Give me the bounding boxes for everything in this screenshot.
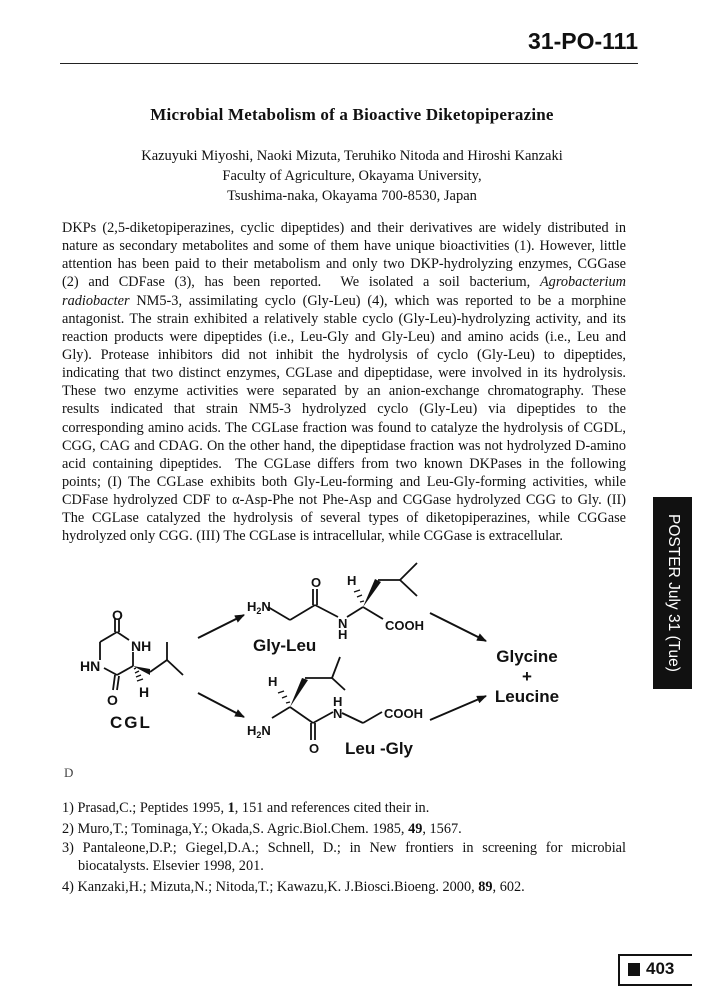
paper-title: Microbial Metabolism of a Bioactive Diketopiperazine	[150, 105, 554, 124]
abstract-line-text: CGG, CAG and CDAG. On the other hand, the dipeptidase fraction was not hydrolyzed D-amino	[62, 437, 626, 454]
abstract-line-text: DKPs (2,5-diketopiperazines, cyclic dipeptides) and their derivatives are widely distributed in	[62, 220, 626, 236]
abstract-line-text: results indicated that strain NM5-3 hydrolyzed cyclo (Gly-Leu) via dipeptides to the	[62, 401, 626, 418]
atom-nh: NH	[131, 638, 152, 654]
abstract-line-text: acid containing dipeptides. The CGLase differs from two known DKPases in the following	[62, 455, 626, 472]
author-names: Kazuyuki Miyoshi, Naoki Mizuta, Teruhiko Nitoda and Hiroshi Kanzaki	[141, 148, 563, 164]
product-glycine: Glycine	[496, 647, 558, 666]
gly-leu-structure	[268, 563, 417, 620]
address: Tsushima-naka, Okayama 700-8530, Japan	[227, 188, 477, 204]
reference-item	[62, 877, 626, 898]
cgl-label: CGL	[110, 713, 152, 732]
product-leucine: Leucine	[494, 687, 560, 706]
stray-mark: D	[64, 765, 74, 780]
abstract-text: NM5-3, assimilating cyclo (Gly-Leu) (4), which was reported to be a morphine	[129, 292, 626, 309]
species-name: Agrobacterium	[539, 274, 626, 291]
arrow-to-leu-gly	[198, 693, 244, 717]
hash-bond	[354, 590, 364, 602]
reference-text: 2) Muro,T.; Tominaga,Y.; Okada,S. Agric.Biol.Chem. 1985,	[62, 820, 409, 837]
abstract-line-text: CDFase hydrolyzed CDF to α-Asp-Phe not Phe-Asp and CGGase hydrolyzed CGG to Gly. (II)	[62, 492, 626, 509]
atom-cooh: COOH	[385, 618, 424, 633]
reference-item	[62, 839, 626, 875]
reference-text: 4) Kanzaki,H.; Mizuta,N.; Nitoda,T.; Kawazu,K. J.Biosci.Bioeng. 2000,	[62, 879, 479, 895]
abstract-line-text: indicating that two distinct enzymes, CGLase and dipeptidase, were involved in its hydrolysis.	[62, 365, 626, 382]
atom-hn: HN	[80, 658, 101, 674]
references-list	[62, 798, 626, 898]
page-number-box	[618, 954, 692, 986]
abstract-line-text: reaction products were dipeptides (i.e., Leu-Gly and Gly-Leu) and amino acids (i.e., Leu and	[62, 328, 626, 345]
atom-h2n: $H_2N$	[247, 723, 271, 740]
product-plus: +	[522, 667, 532, 686]
poster-date-label: POSTER July 31 (Tue)	[664, 514, 682, 672]
abstract-line-text: nature as secondary metabolites and some of them have unique bioactivities (1). However, little	[62, 238, 626, 255]
reference-text: , 151 and references cited their in.	[234, 800, 430, 816]
square-bullet-icon	[628, 963, 640, 976]
abstract-line-text: Gly). Protease inhibitors did not inhibit the hydrolysis of cyclo (Gly-Leu) to dipeptides,	[62, 346, 626, 363]
abstract-line-text: These two enzyme activities were separated by an anion-exchange chromatography. These	[62, 383, 626, 400]
leu-gly-label: Leu -Gly	[345, 739, 414, 758]
wedge-bond	[290, 678, 308, 707]
reference-volume: 89	[478, 879, 493, 895]
species-name: radiobacter	[62, 292, 130, 309]
reference-volume: 1	[227, 800, 235, 816]
atom-o: O	[311, 575, 322, 590]
page-number: 403	[646, 959, 675, 978]
reference-item	[62, 798, 626, 819]
atom-cooh: COOH	[384, 706, 423, 721]
abstract-line-text: hydrolyzed only CGG. (III) The CGLase is intracellular, while CGGase is extracellular.	[62, 528, 563, 545]
atom-o: O	[112, 607, 123, 623]
atom-o: O	[309, 741, 320, 756]
reference-text: 1) Prasad,C.; Peptides 1995,	[62, 800, 228, 816]
reference-volume: 49	[408, 820, 423, 837]
hash-bond	[278, 691, 290, 703]
atom-n: N	[338, 616, 348, 631]
atom-n: N	[333, 706, 343, 721]
affiliation: Faculty of Agriculture, Okayama University,	[222, 168, 482, 184]
wedge-bond	[133, 666, 150, 675]
abstract-line-text: points; (I) The CGLase exhibits both Gly-Leu-forming and Leu-Gly-forming activities, while	[62, 473, 626, 490]
atom-h2n: $H_2N$	[247, 599, 271, 616]
abstract-line-text: corresponding amino acids. The CGLase fraction was found to catalyze the hydrolysis of CGDL,	[62, 419, 626, 436]
abstract-line-text: The CGLase catalyzed the hydrolysis of several types of diketopiperazines, while CGGase	[62, 510, 626, 527]
reference-text: , 602.	[492, 879, 525, 895]
abstract-line-text: attention has been paid to their metabolism and only two DKP-hydrolyzing enzymes, CGGase	[62, 256, 626, 273]
abstract-text: (2) and CDFase (3), has been reported. We isolated a soil bacterium,	[62, 274, 540, 291]
poster-code: 31-PO-111	[528, 28, 638, 54]
gly-leu-label: Gly-Leu	[253, 636, 317, 655]
arrow-leu-gly-to-products	[430, 696, 486, 720]
atom-h: H	[333, 694, 343, 709]
arrow-gly-leu-to-products	[430, 613, 486, 641]
reference-item	[62, 819, 626, 840]
abstract-line-text: antagonist. The strain exhibited a relatively stable cyclo (Gly-Leu)-hydrolyzing activity, and its	[62, 310, 626, 327]
atom-h: H	[139, 684, 150, 700]
leu-gly-structure	[272, 657, 382, 740]
wedge-bond	[363, 579, 381, 607]
atom-o: O	[107, 692, 118, 708]
reference-text: , 1567.	[422, 820, 462, 837]
arrow-to-gly-leu	[198, 615, 244, 638]
reference-text: 3) Pantaleone,D.P.; Giegel,D.A.; Schnell, D.; in New frontiers in screening for microbial biocatalysts. Elsevier 1998, 201.	[62, 840, 626, 874]
atom-h: H	[347, 573, 357, 588]
atom-h: H	[268, 674, 278, 689]
atom-h: H	[338, 627, 348, 642]
